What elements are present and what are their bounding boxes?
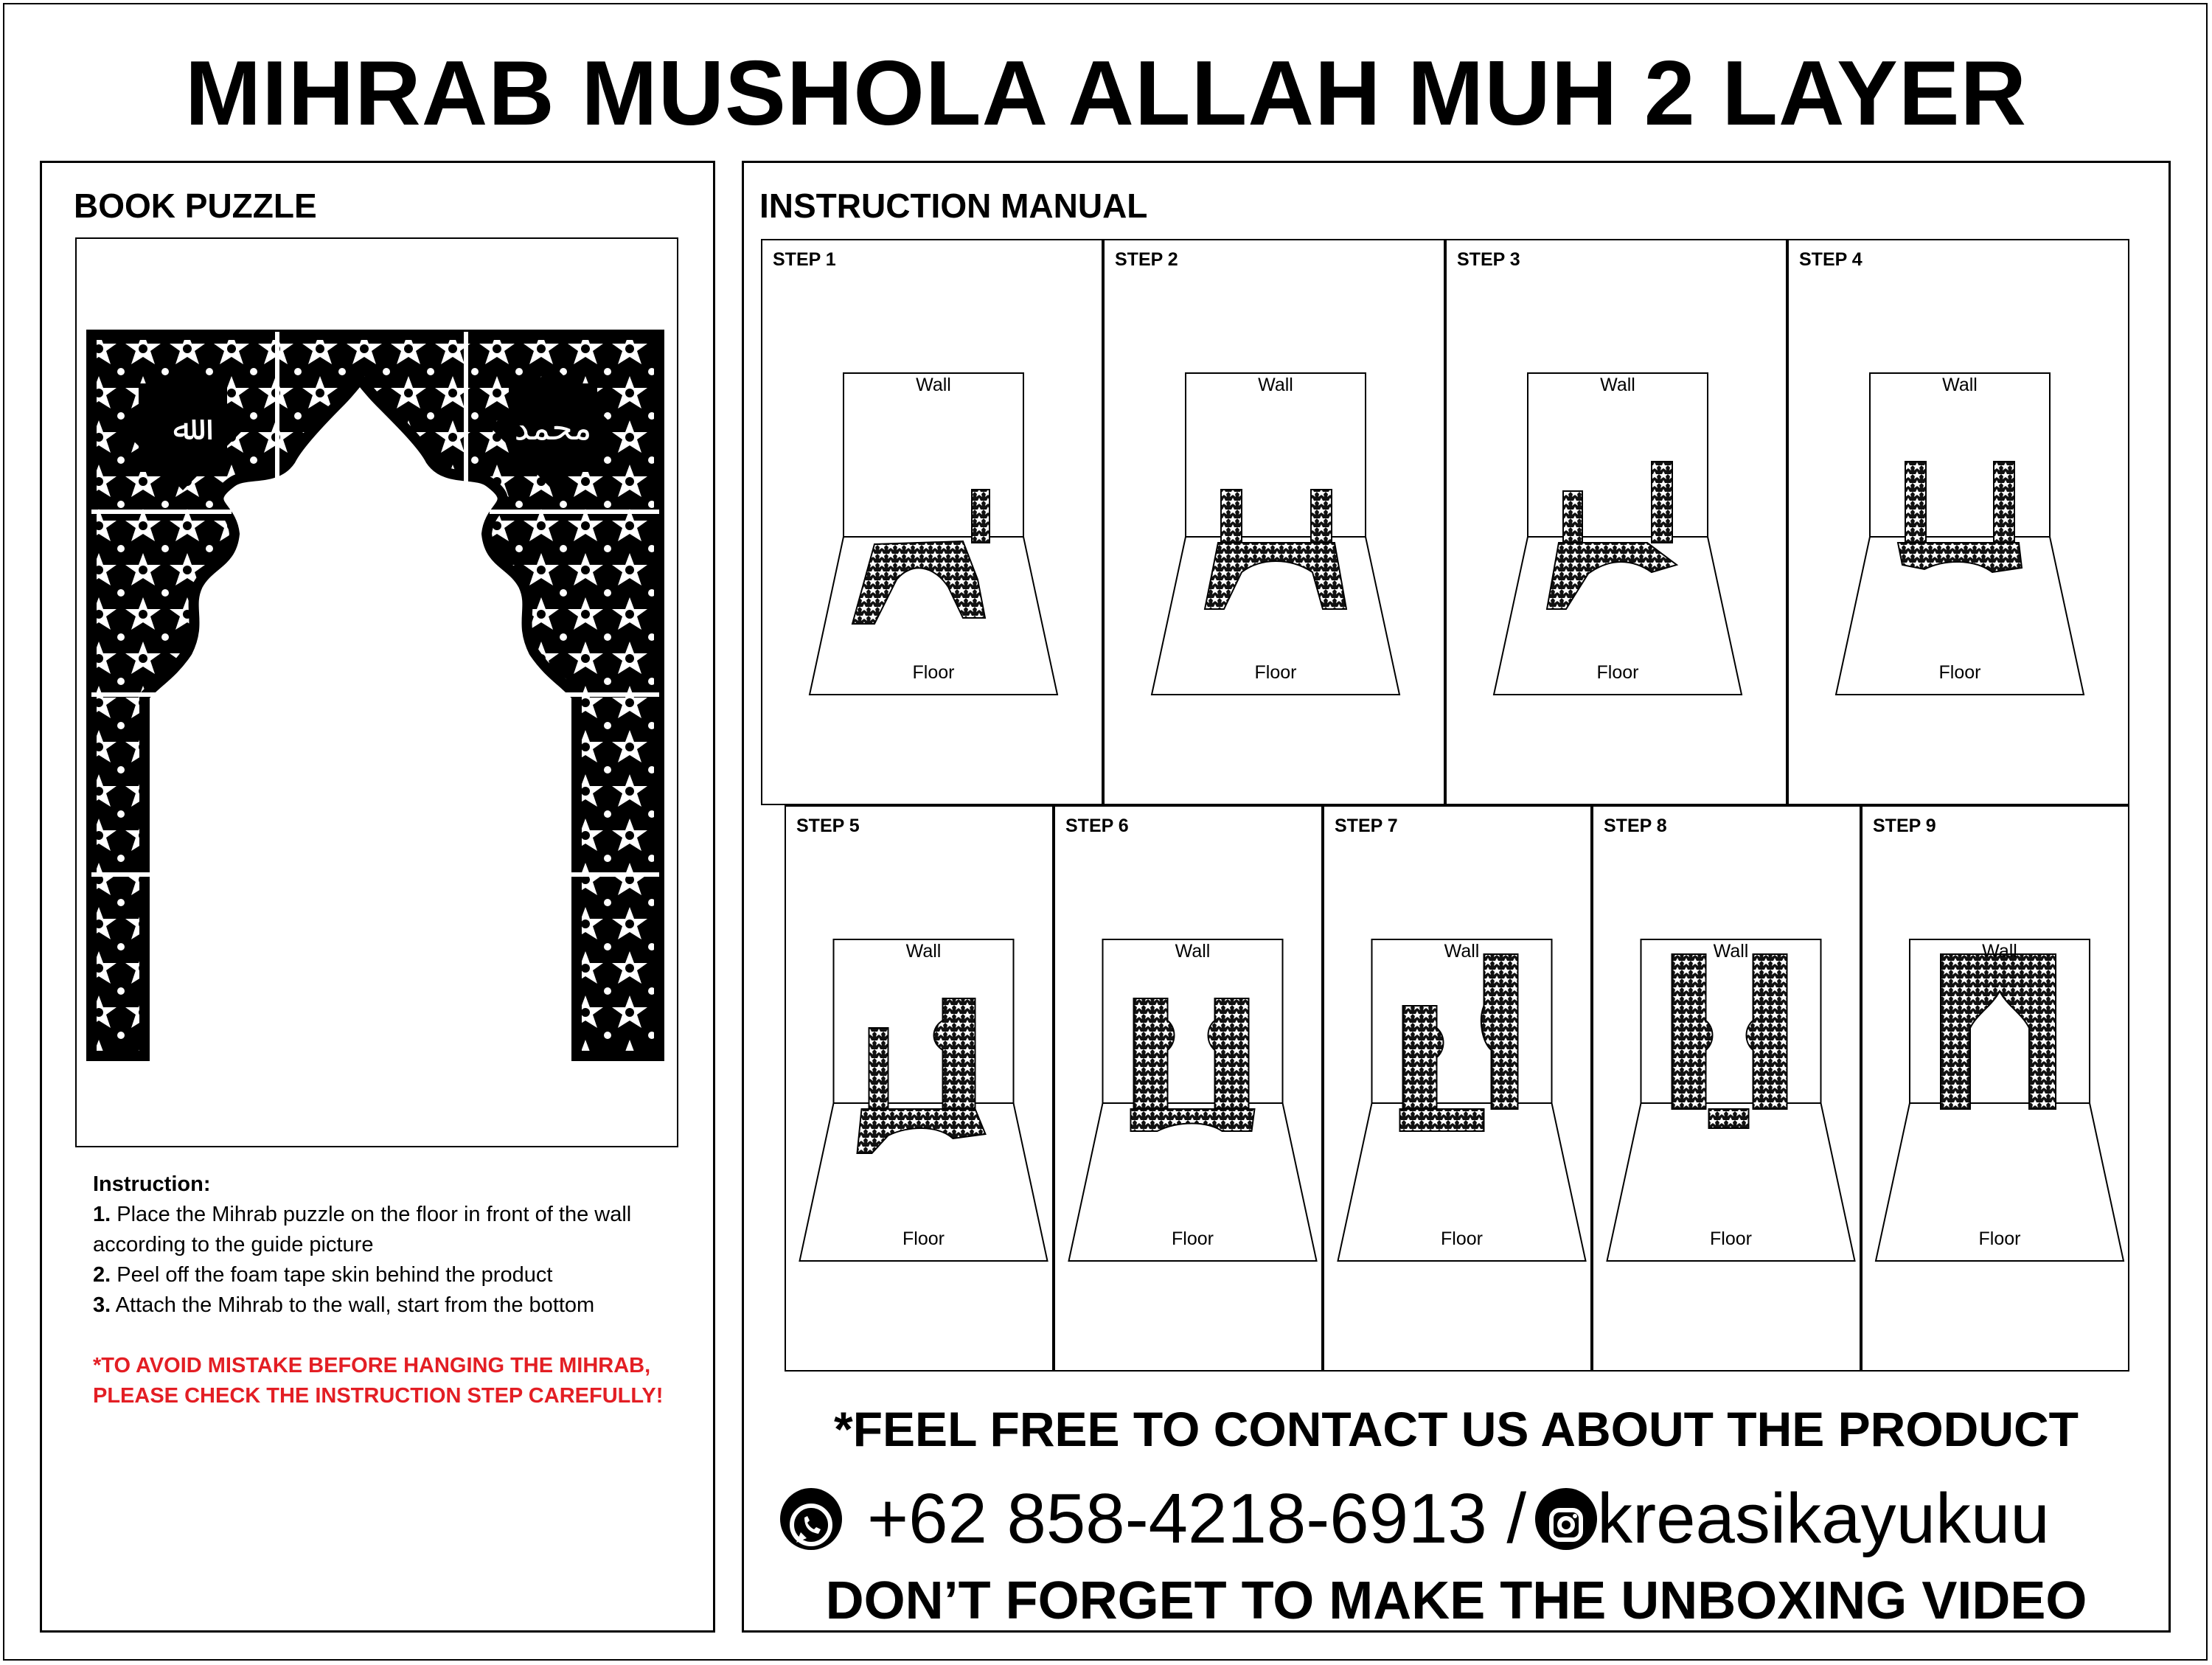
instructions-heading: Instruction: <box>93 1172 211 1196</box>
step-card <box>1445 239 1787 805</box>
instruction-item: 2. Peel off the foam tape skin behind the product <box>93 1263 553 1287</box>
wall-label: Wall <box>1175 941 1211 962</box>
allah-medallion <box>120 365 246 490</box>
wall-label: Wall <box>1444 941 1480 962</box>
whatsapp-icon <box>780 1488 842 1550</box>
instruction-item: 3. Attach the Mihrab to the wall, start from the bottom <box>93 1293 595 1317</box>
floor-label: Floor <box>1978 1228 2021 1249</box>
step-label: STEP 3 <box>1457 249 1520 270</box>
contact-headline: *FEEL FREE TO CONTACT US ABOUT THE PRODUCT <box>834 1402 2079 1456</box>
wall-label: Wall <box>916 375 951 395</box>
instagram-handle: kreasikayukuu <box>1597 1479 2050 1558</box>
floor-label: Floor <box>1172 1228 1214 1249</box>
svg-text:ﷲ: ﷲ <box>173 408 193 448</box>
step-label: STEP 6 <box>1065 816 1129 836</box>
floor-label: Floor <box>1596 662 1639 683</box>
wall-label: Wall <box>1942 375 1978 395</box>
step-card <box>1103 239 1445 805</box>
step-label: STEP 8 <box>1604 816 1667 836</box>
floor-label: Floor <box>1938 662 1981 683</box>
floor-label: Floor <box>1254 662 1297 683</box>
unboxing-reminder: DON’T FORGET TO MAKE THE UNBOXING VIDEO <box>825 1571 2087 1630</box>
floor-label: Floor <box>912 662 955 683</box>
floor-label: Floor <box>1441 1228 1483 1249</box>
instructions <box>93 1169 705 1321</box>
step-label: STEP 5 <box>796 816 860 836</box>
book-puzzle-heading: BOOK PUZZLE <box>74 187 317 225</box>
step-card <box>785 805 1054 1372</box>
page-title: MIHRAB MUSHOLA ALLAH MUH 2 LAYER <box>184 43 2028 145</box>
instruction-item: 1. Place the Mihrab puzzle on the floor in front of the wall according to the guide picture <box>93 1203 632 1256</box>
wall-label: Wall <box>1600 375 1635 395</box>
instagram-icon <box>1535 1488 1597 1550</box>
puzzle-preview <box>75 237 678 1147</box>
mihrab-puzzle-image <box>77 239 677 1146</box>
wall-label: Wall <box>1713 941 1749 962</box>
wall-label: Wall <box>1982 941 2017 962</box>
step-card <box>1861 805 2129 1372</box>
step-card <box>1787 239 2129 805</box>
step-label: STEP 9 <box>1873 816 1936 836</box>
wall-label: Wall <box>1258 375 1293 395</box>
step-card <box>1323 805 1592 1372</box>
svg-text:محمد: محمد <box>514 408 592 448</box>
instruction-manual-heading: INSTRUCTION MANUAL <box>759 187 1148 225</box>
phone-number: +62 858-4218-6913 / <box>867 1479 1527 1558</box>
floor-label: Floor <box>1710 1228 1752 1249</box>
step-card <box>761 239 1103 805</box>
step-label: STEP 7 <box>1335 816 1398 836</box>
step-card <box>1054 805 1323 1372</box>
floor-label: Floor <box>902 1228 945 1249</box>
step-label: STEP 1 <box>773 249 836 270</box>
warning-note: *TO AVOID MISTAKE BEFORE HANGING THE MIHRAB, PLEASE CHECK THE INSTRUCTION STEP CAREFULLY! <box>93 1354 664 1408</box>
muhammad-medallion <box>490 365 616 490</box>
contact-line <box>780 1475 2050 1563</box>
step-card <box>1592 805 1861 1372</box>
step-label: STEP 4 <box>1799 249 1863 270</box>
wall-label: Wall <box>905 941 942 962</box>
step-label: STEP 2 <box>1115 249 1178 270</box>
